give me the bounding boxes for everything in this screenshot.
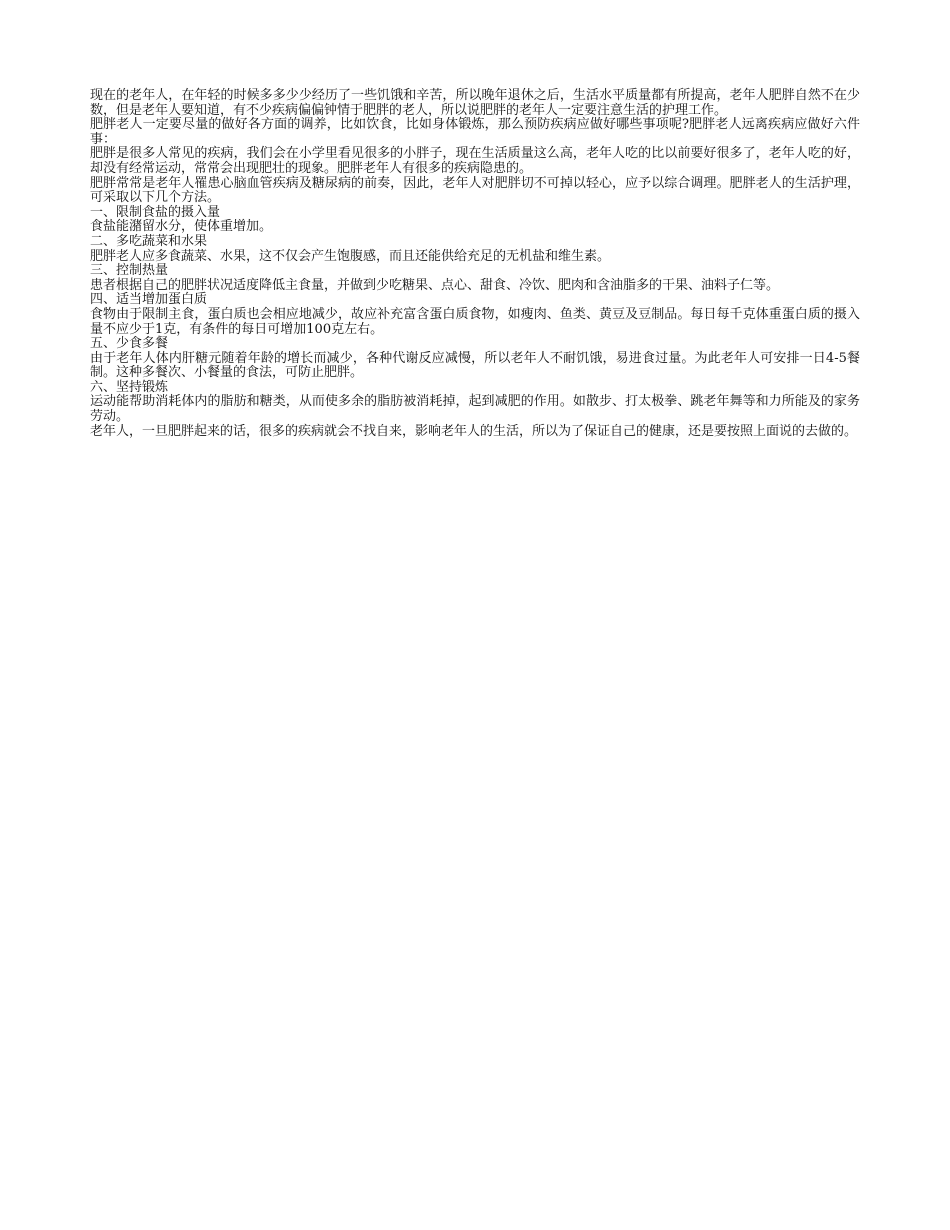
section-heading-meals: 五、少食多餐 [90, 336, 169, 352]
paragraph-obesity-risk: 肥胖常常是老年人罹患心脑血管疾病及糖尿病的前奏，因此，老年人对肥胖切不可掉以轻心，应予以综合调理。肥胖老人的生活护理，可采取以下几个方法。 [90, 175, 860, 206]
section-heading-vegetables: 二、多吃蔬菜和水果 [90, 233, 208, 249]
section-heading-salt: 一、限制食盐的摄入量 [90, 204, 221, 220]
paragraph-salt: 食盐能潴留水分，使体重增加。 [90, 219, 273, 235]
paragraph-six-things: 肥胖老人一定要尽量的做好各方面的调养，比如饮食，比如身体锻炼，那么预防疾病应做好哪些事项呢?肥胖老人远离疾病应做好六件事： [90, 117, 860, 147]
paragraph-exercise: 运动能帮助消耗体内的脂肪和糖类，从而使多余的脂肪被消耗掉，起到减肥的作用。如散步、打太极拳、跳老年舞等和力所能及的家务劳动。 [90, 394, 860, 425]
paragraph-calories: 患者根据自己的肥胖状况适度降低主食量，并做到少吃糖果、点心、甜食、冷饮、肥肉和含油脂多的干果、油料子仁等。 [90, 277, 780, 293]
paragraph-meals: 由于老年人体内肝糖元随着年龄的增长而减少，各种代谢反应减慢，所以老年人不耐饥饿，易进食过量。为此老年人可安排一日4-5餐制。这种多餐次、小餐量的食法，可防止肥胖。 [90, 350, 860, 381]
paragraph-vegetables: 肥胖老人应多食蔬菜、水果，这不仅会产生饱腹感，而且还能供给充足的无机盐和维生素。 [90, 248, 611, 264]
paragraph-protein: 食物由于限制主食，蛋白质也会相应地减少，故应补充富含蛋白质食物，如瘦肉、鱼类、黄豆及豆制品。每日每千克体重蛋白质的摄入量不应少于1克，有条件的每日可增加100克左右。 [90, 306, 860, 337]
paragraph-intro: 现在的老年人，在年轻的时候多多少少经历了一些饥饿和辛苦，所以晚年退休之后，生活水平质量都有所提高，老年人肥胖自然不在少数，但是老年人要知道，有不少疾病偏偏钟情于肥胖的老人，所以说肥胖的老年人一定要注意生活的护理工作。 [90, 88, 860, 118]
section-heading-calories: 三、控制热量 [90, 263, 169, 279]
paragraph-conclusion: 老年人，一旦肥胖起来的话，很多的疾病就会不找自来，影响老年人的生活，所以为了保证自己的健康，还是要按照上面说的去做的。 [90, 423, 858, 439]
section-heading-exercise: 六、坚持锻炼 [90, 379, 169, 395]
paragraph-obesity-common: 肥胖是很多人常见的疾病，我们会在小学里看见很多的小胖子，现在生活质量这么高，老年人吃的比以前要好很多了，老年人吃的好，却没有经常运动，常常会出现肥壮的现象。肥胖老年人有很多的疾病隐患的。 [90, 146, 860, 176]
document-body [90, 89, 860, 439]
section-heading-protein: 四、适当增加蛋白质 [90, 292, 208, 308]
